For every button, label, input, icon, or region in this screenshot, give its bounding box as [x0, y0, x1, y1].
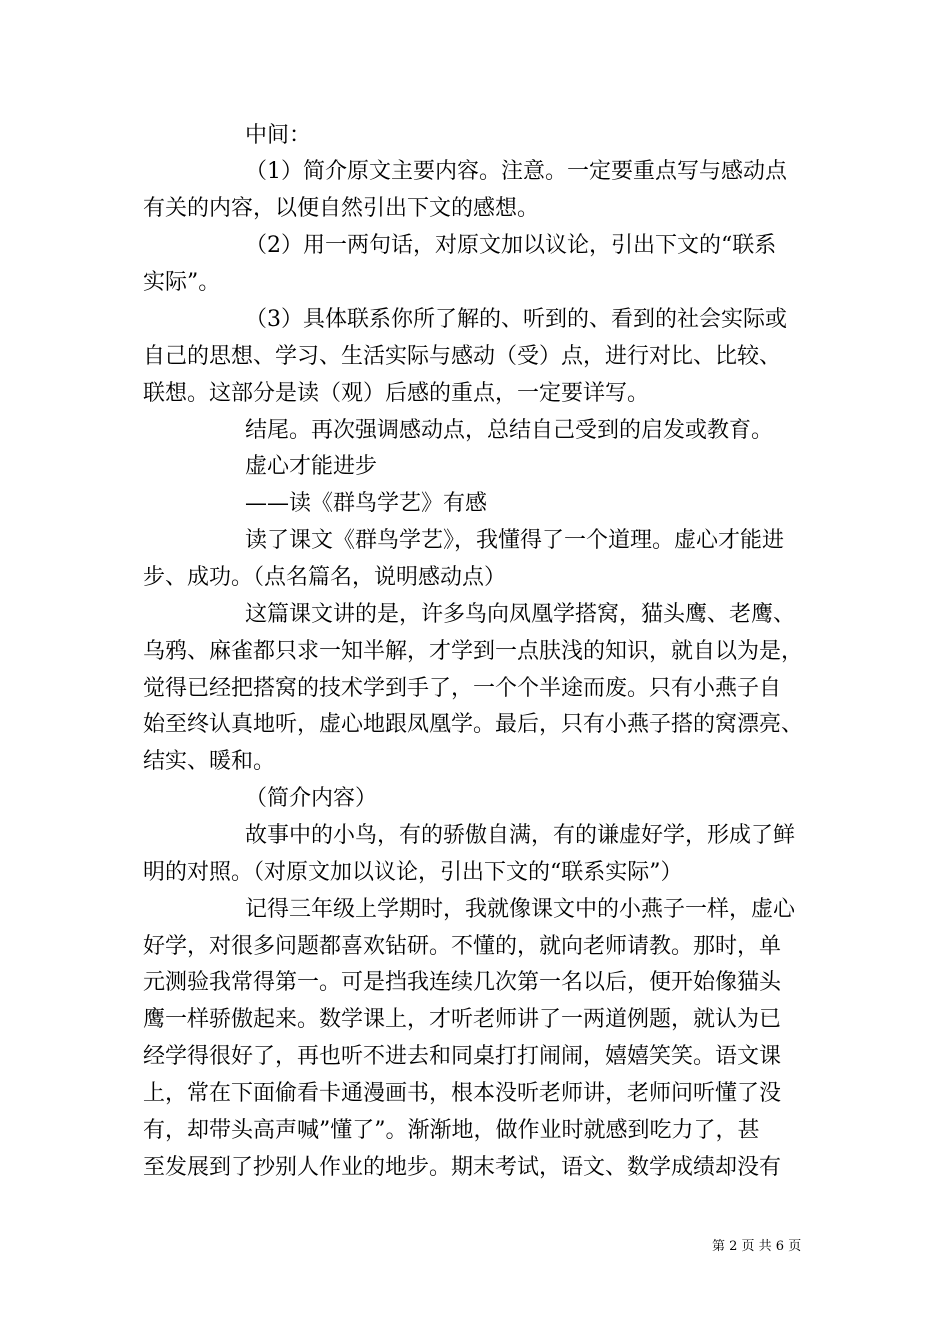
text-line: 好学，对很多问题都喜欢钻研。不懂的，就向老师请教。那时，单 [143, 934, 782, 959]
text-line: 经学得很好了，再也听不进去和同桌打打闹闹，嬉嬉笑笑。语文课 [143, 1044, 782, 1069]
text-line: 步、成功。（点名篇名，说明感动点） [143, 565, 507, 590]
text-line: （简介内容） [245, 786, 378, 811]
text-line: 鹰一样骄傲起来。数学课上，才听老师讲了一两道例题，就认为已 [143, 1007, 782, 1032]
text-line: 明的对照。（对原文加以议论，引出下文的“联系实际”） [143, 860, 683, 885]
text-line: （1）简介原文主要内容。注意。一定要重点写与感动点 [245, 159, 787, 184]
text-line: 记得三年级上学期时，我就像课文中的小燕子一样，虚心 [245, 897, 796, 922]
essay-title: 虚心才能进步 [245, 454, 378, 479]
text-line: 有关的内容，以便自然引出下文的感想。 [143, 196, 540, 221]
text-line: 联想。这部分是读（观）后感的重点，一定要详写。 [143, 381, 650, 406]
text-line: 始至终认真地听，虚心地跟凤凰学。最后，只有小燕子搭的窝漂亮、 [143, 712, 804, 737]
text-line: 至发展到了抄别人作业的地步。期末考试，语文、数学成绩却没有 [143, 1155, 782, 1180]
text-line: 自己的思想、学习、生活实际与感动（受）点，进行对比、比较、 [143, 344, 782, 369]
text-line: 乌鸦、麻雀都只求一知半解，才学到一点肤浅的知识，就自以为是， [143, 639, 804, 664]
text-line: 结尾。再次强调感动点，总结自己受到的启发或教育。 [245, 418, 774, 443]
text-line: （3）具体联系你所了解的、听到的、看到的社会实际或 [245, 307, 787, 332]
page-number: 第 2 页 共 6 页 [712, 1239, 802, 1254]
text-line: 有，却带头高声喊”懂了”。渐渐地，做作业时就感到吃力了，甚 [143, 1118, 760, 1143]
text-line: 这篇课文讲的是，许多鸟向凤凰学搭窝，猫头鹰、老鹰、 [245, 602, 796, 627]
text-line: 元测验我常得第一。可是挡我连续几次第一名以后，便开始像猫头 [143, 970, 782, 995]
essay-subtitle: ——读《群鸟学艺》有感 [245, 491, 488, 516]
text-line: 实际”。 [143, 270, 221, 295]
text-line: （2）用一两句话，对原文加以议论，引出下文的“联系 [245, 233, 777, 258]
text-line: 读了课文《群鸟学艺》，我懂得了一个道理。虚心才能进 [245, 528, 785, 553]
text-line: 故事中的小鸟，有的骄傲自满，有的谦虚好学，形成了鲜 [245, 823, 796, 848]
text-line: 中间： [245, 123, 312, 148]
text-line: 上，常在下面偷看卡通漫画书，根本没听老师讲，老师问听懂了没 [143, 1081, 782, 1106]
text-line: 觉得已经把搭窝的技术学到手了，一个个半途而废。只有小燕子自 [143, 676, 782, 701]
text-line: 结实、暖和。 [143, 749, 276, 774]
